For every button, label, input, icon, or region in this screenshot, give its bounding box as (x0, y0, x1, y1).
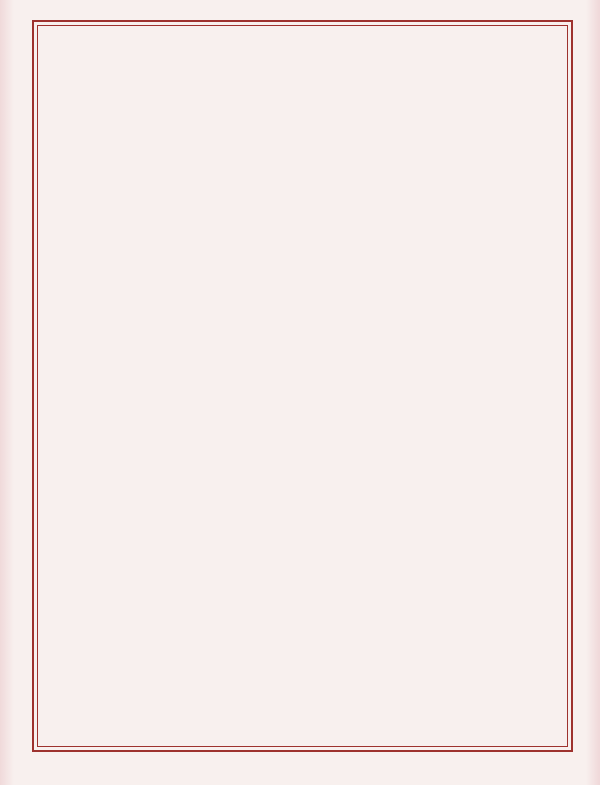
left-ornament-border (3, 24, 31, 741)
top-ornament-border (28, 1, 572, 21)
page-frame (32, 20, 573, 752)
right-ornament-border (569, 24, 597, 741)
body-text (38, 26, 567, 37)
page-frame-inner (37, 25, 568, 747)
bottom-ornament-border (6, 750, 594, 784)
